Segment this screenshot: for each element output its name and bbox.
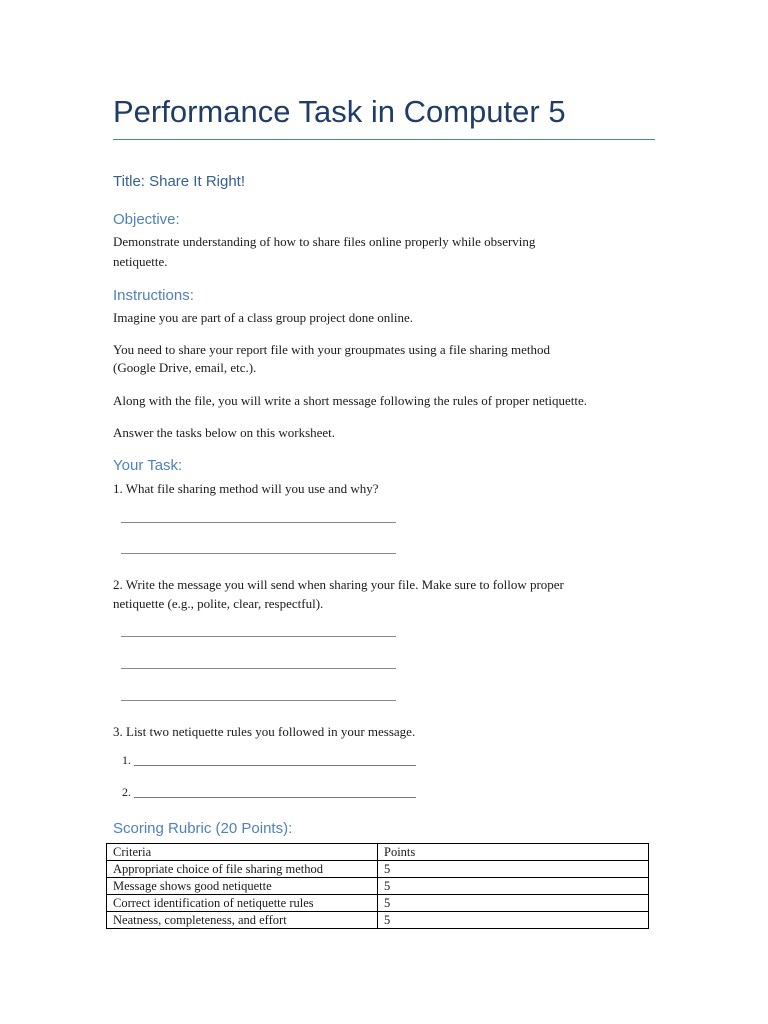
- objective-text-line1: Demonstrate understanding of how to share files online properly while observing: [113, 234, 536, 249]
- rubric-table: [106, 843, 649, 929]
- answer-line[interactable]: __________________________________________________: [121, 543, 396, 555]
- question-1: 1. What file sharing method will you use and why?: [113, 481, 379, 496]
- title-divider: [113, 139, 655, 140]
- points-cell: 5: [378, 878, 649, 895]
- criteria-cell: Appropriate choice of file sharing method: [107, 861, 378, 878]
- header-criteria: Criteria: [107, 844, 378, 861]
- instructions-paragraph-2-line1: You need to share your report file with your groupmates using a file sharing method: [113, 342, 550, 357]
- objective-text-line2: netiquette.: [113, 254, 168, 269]
- points-cell: 5: [378, 912, 649, 929]
- question-2-line1: 2. Write the message you will send when sharing your file. Make sure to follow proper: [113, 577, 564, 592]
- instructions-paragraph-4: Answer the tasks below on this worksheet.: [113, 425, 336, 440]
- criteria-cell: Correct identification of netiquette rules: [107, 895, 378, 912]
- table-row: [107, 861, 649, 878]
- criteria-cell: Message shows good netiquette: [107, 878, 378, 895]
- table-header-row: [107, 844, 649, 861]
- answer-line[interactable]: __________________________________________________: [121, 626, 396, 638]
- page-title: Performance Task in Computer 5: [113, 94, 566, 129]
- instructions-paragraph-2-line2: (Google Drive, email, etc.).: [113, 360, 257, 375]
- instructions-heading: Instructions:: [113, 287, 194, 304]
- table-row: [107, 895, 649, 912]
- your-task-heading: Your Task:: [113, 457, 183, 474]
- answer-line[interactable]: __________________________________________________: [121, 512, 396, 524]
- table-row: [107, 878, 649, 895]
- rubric-heading: Scoring Rubric (20 Points):: [113, 820, 293, 837]
- question-3: 3. List two netiquette rules you followed in your message.: [113, 724, 416, 739]
- criteria-cell: Neatness, completeness, and effort: [107, 912, 378, 929]
- rule-answer-2[interactable]: 2. _______________________________________________: [122, 785, 416, 799]
- table-row: [107, 912, 649, 929]
- points-cell: 5: [378, 861, 649, 878]
- points-cell: 5: [378, 895, 649, 912]
- answer-line[interactable]: __________________________________________________: [121, 658, 396, 670]
- instructions-paragraph-1: Imagine you are part of a class group project done online.: [113, 310, 413, 325]
- question-2-line2: netiquette (e.g., polite, clear, respectful).: [113, 596, 324, 611]
- instructions-paragraph-3: Along with the file, you will write a short message following the rules of proper netiquette.: [113, 393, 588, 408]
- answer-line[interactable]: __________________________________________________: [121, 690, 396, 702]
- task-title: Title: Share It Right!: [113, 173, 245, 190]
- rule-answer-1[interactable]: 1. _______________________________________________: [122, 753, 416, 767]
- header-points: Points: [378, 844, 649, 861]
- objective-heading: Objective:: [113, 211, 180, 228]
